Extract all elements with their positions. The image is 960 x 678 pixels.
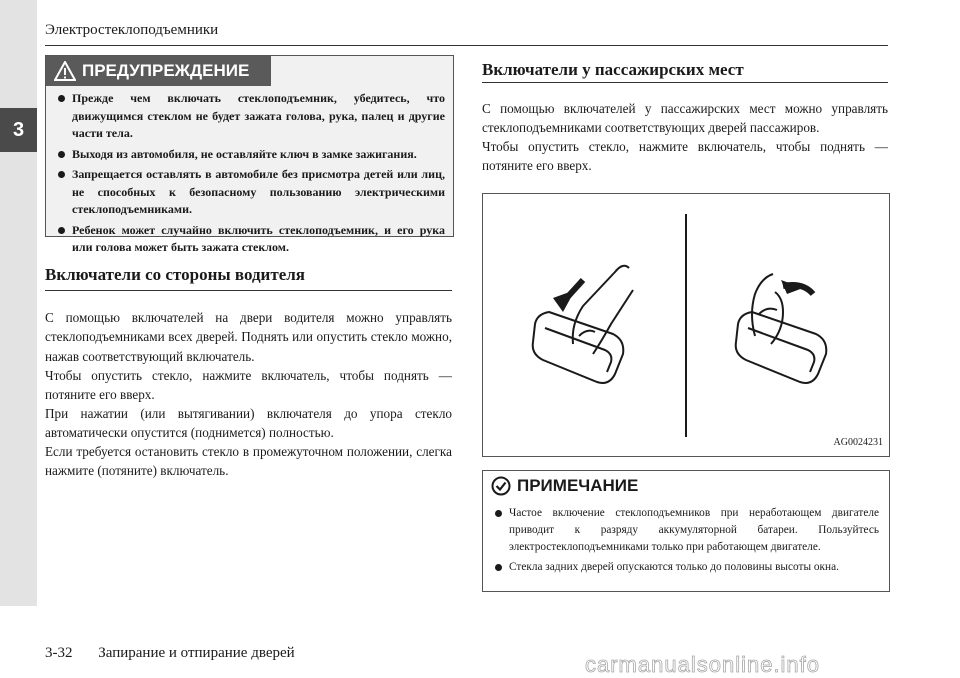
chapter-tab: 3: [0, 108, 37, 152]
driver-paragraph-4: Если требуется остановить стекло в промежуточном положении, слегка нажмите (потяните) включатель.: [45, 444, 452, 479]
header-rule: [45, 45, 888, 46]
note-header: [483, 471, 889, 501]
passenger-section-title: Включатели у пассажирских мест: [482, 60, 744, 79]
window-switch-illustration: [482, 193, 890, 457]
switch-press-down-drawing: [483, 194, 889, 456]
side-strip: [0, 0, 37, 606]
page-number: 3-32: [45, 645, 73, 661]
bullet-dot: [58, 151, 65, 158]
warning-title: ПРЕДУПРЕЖДЕНИЕ: [82, 61, 250, 80]
warning-list: [56, 90, 445, 260]
bullet-dot: [495, 564, 502, 571]
note-list: [493, 505, 879, 579]
note-item: Стекла задних дверей опускаются только до половины высоты окна.: [493, 559, 879, 576]
passenger-section-rule: [482, 82, 888, 83]
warning-header: [46, 56, 271, 86]
note-item: Частое включение стеклоподъемников при неработающем двигателе приводит к разряду аккумуляторной батареи. Пользуйтесь электростеклоподъемниками только при работающем двигателе.: [493, 505, 879, 556]
warning-item: Прежде чем включать стеклоподъемник, убедитесь, что движущимся стеклом не будет зажата голова, рука, палец и другие части тела.: [56, 90, 445, 143]
checkmark-circle-icon: [491, 476, 511, 496]
warning-box: [45, 55, 454, 254]
driver-section-rule: [45, 290, 452, 291]
driver-paragraph-3: При нажатии (или вытягивании) включателя до упора стекло автоматически опустится (поднимется) полностью.: [45, 406, 452, 441]
footer-chapter-title: Запирание и отпирание дверей: [98, 645, 295, 661]
driver-paragraph-1: С помощью включателей на двери водителя можно управлять стеклоподъемниками всех дверей. Поднять или опустить стекло можно, нажав соответствующий включатель.: [45, 310, 452, 364]
driver-section-title: Включатели со стороны водителя: [45, 265, 305, 284]
page-footer: [45, 645, 295, 662]
bullet-dot: [58, 95, 65, 102]
warning-item: Выходя из автомобиля, не оставляйте ключ в замке зажигания.: [56, 146, 445, 164]
warning-item: Запрещается оставлять в автомобиле без присмотра детей или лиц, не способных к безопасному пользованию электрическими стеклоподъемниками.: [56, 166, 445, 219]
running-title: Электростеклоподъемники: [45, 22, 219, 38]
note-title: ПРИМЕЧАНИЕ: [517, 476, 639, 495]
bullet-dot: [58, 227, 65, 234]
bullet-dot: [495, 510, 502, 517]
watermark: carmanualsonline.info: [585, 652, 821, 677]
warning-item: Ребенок может случайно включить стеклоподъемник, и его рука или голова может быть зажата стеклом.: [56, 222, 445, 257]
passenger-paragraph-1: С помощью включателей у пассажирских мест можно управлять стеклоподъемниками соответствующих дверей пассажиров.: [482, 101, 888, 136]
bullet-dot: [58, 171, 65, 178]
figure-code: AG0024231: [833, 437, 883, 448]
note-box: [482, 470, 890, 592]
passenger-paragraph-2: Чтобы опустить стекло, нажмите включатель, чтобы поднять — потяните его вверх.: [482, 139, 888, 174]
driver-paragraph-2: Чтобы опустить стекло, нажмите включатель, чтобы поднять — потяните его вверх.: [45, 368, 452, 403]
warning-triangle-icon: [54, 61, 76, 81]
